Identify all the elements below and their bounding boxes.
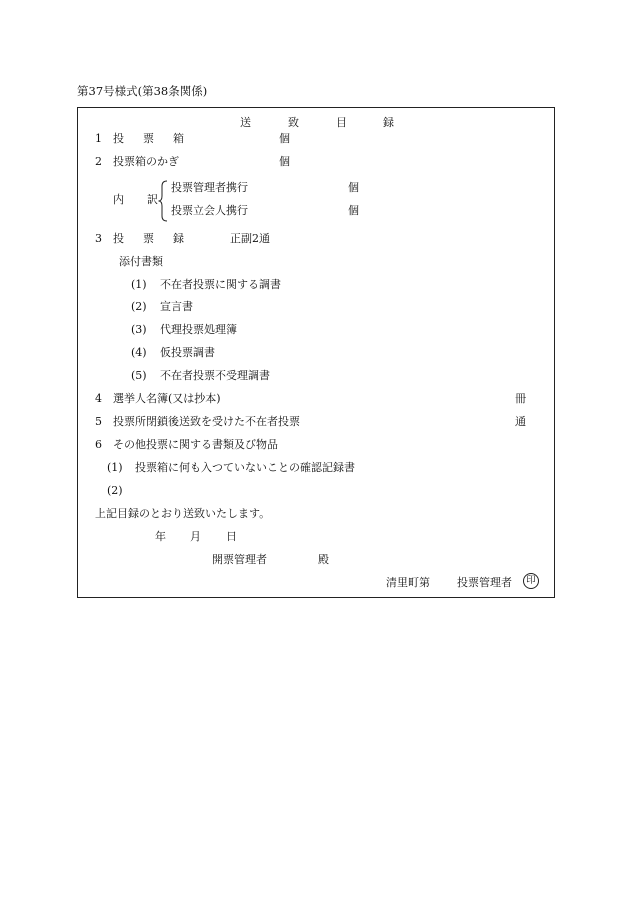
- item4-number: 4: [95, 392, 102, 405]
- attachment-2-number: (2): [131, 300, 147, 313]
- item6-number: 6: [95, 438, 102, 451]
- item3-number: 3: [95, 232, 102, 245]
- form-number: 第37号様式(第38条関係): [77, 84, 208, 98]
- item5-label: 投票所閉鎖後送致を受けた不在者投票: [113, 415, 300, 428]
- item2-label: 投票箱のかぎ: [113, 155, 179, 168]
- item1-label-char-2: 票: [143, 132, 154, 145]
- closing-statement: 上記目録のとおり送致いたします。: [95, 507, 271, 520]
- item2-unit: 個: [279, 155, 290, 168]
- item1-number: 1: [95, 132, 102, 145]
- attachment-3-label: 代理投票処理簿: [160, 323, 237, 336]
- recipient-honorific: 殿: [318, 553, 329, 566]
- attachments-label: 添付書類: [119, 255, 163, 268]
- attachment-5-label: 不在者投票不受理調書: [160, 369, 270, 382]
- breakdown-label-char-1: 内: [113, 193, 124, 206]
- item6-subitem-1-label: 投票箱に何も入つていないことの確認記録書: [135, 461, 355, 474]
- item3-label-char-2: 票: [143, 232, 154, 245]
- item1-label-char-3: 箱: [173, 132, 184, 145]
- breakdown-row-1-label: 投票管理者携行: [171, 181, 248, 194]
- attachment-3-number: (3): [131, 323, 147, 336]
- form-frame: [77, 107, 555, 598]
- item3-label-char-3: 録: [173, 232, 184, 245]
- breakdown-brace: [158, 180, 168, 222]
- date-month: 月: [190, 530, 201, 543]
- attachment-4-label: 仮投票調書: [160, 346, 215, 359]
- attachment-5-number: (5): [131, 369, 147, 382]
- title-char-2: 致: [288, 116, 299, 129]
- item4-unit: 冊: [515, 392, 526, 405]
- sender-label: 投票管理者: [457, 576, 512, 589]
- attachment-4-number: (4): [131, 346, 147, 359]
- seal-mark: 印: [523, 573, 539, 589]
- item3-copies: 正副2通: [230, 232, 270, 245]
- attachment-2-label: 宣言書: [160, 300, 193, 313]
- breakdown-row-1-unit: 個: [348, 181, 359, 194]
- attachment-1-label: 不在者投票に関する調書: [160, 278, 281, 291]
- item6-subitem-1-number: (1): [107, 461, 123, 474]
- breakdown-label-char-2: 訳: [147, 193, 158, 206]
- sender-place: 清里町第: [386, 576, 430, 589]
- title-char-4: 録: [383, 116, 394, 129]
- date-year: 年: [155, 530, 166, 543]
- title-char-1: 送: [240, 116, 251, 129]
- title-char-3: 目: [336, 116, 347, 129]
- item3-label-char-1: 投: [113, 232, 124, 245]
- breakdown-row-2-unit: 個: [348, 204, 359, 217]
- breakdown-row-2-label: 投票立会人携行: [171, 204, 248, 217]
- item6-label: その他投票に関する書類及び物品: [113, 438, 278, 451]
- item1-unit: 個: [279, 132, 290, 145]
- date-day: 日: [226, 530, 237, 543]
- item4-label: 選挙人名簿(又は抄本): [113, 392, 221, 405]
- item5-unit: 通: [515, 415, 526, 428]
- item5-number: 5: [95, 415, 102, 428]
- item2-number: 2: [95, 155, 102, 168]
- item6-subitem-2-number: (2): [107, 484, 123, 497]
- attachment-1-number: (1): [131, 278, 147, 291]
- item1-label-char-1: 投: [113, 132, 124, 145]
- recipient-label: 開票管理者: [212, 553, 267, 566]
